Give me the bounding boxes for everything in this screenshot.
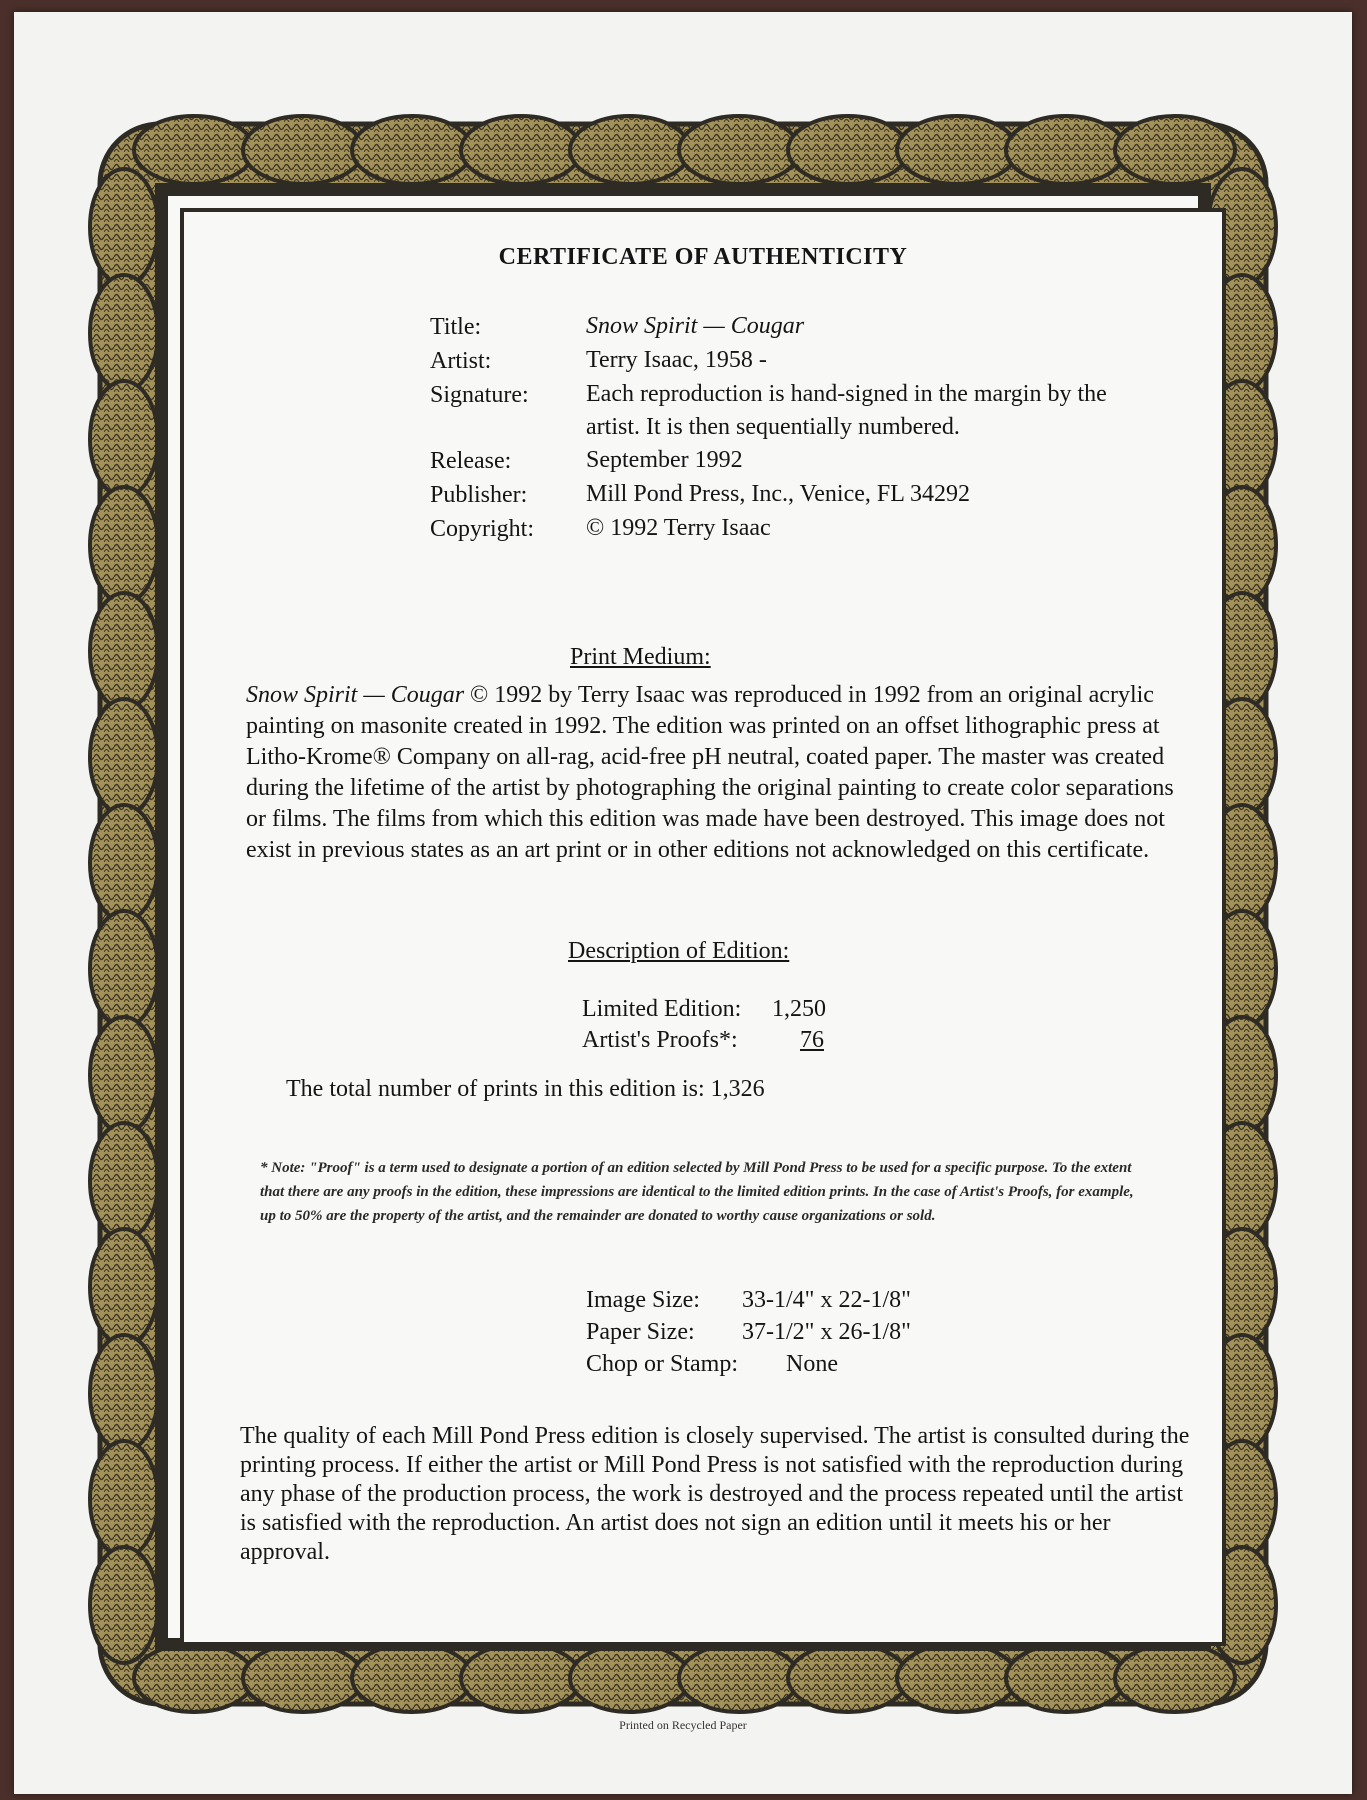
border-scallop xyxy=(90,169,158,285)
border-scallop xyxy=(1115,1644,1235,1712)
border-scallop xyxy=(90,1335,158,1451)
border-scallop xyxy=(90,593,158,709)
border-scallop xyxy=(90,911,158,1027)
border-scallop xyxy=(90,1017,158,1133)
info-row-title xyxy=(430,310,1150,344)
artwork-info xyxy=(430,310,1150,546)
artist-proofs-row xyxy=(582,1025,826,1056)
border-scallop xyxy=(90,1441,158,1557)
border-scallop xyxy=(679,116,799,184)
border-scallop xyxy=(352,116,472,184)
artwork-title: Snow Spirit — Cougar xyxy=(586,313,805,339)
border-scallop xyxy=(1006,116,1126,184)
signature-info: Each reproduction is hand-signed in the margin by the artist. It is then sequentially numbered. xyxy=(586,381,1107,440)
edition-details xyxy=(582,994,826,1056)
artist-proofs-value: 76 xyxy=(800,1027,824,1053)
limited-edition-label: Limited Edition: xyxy=(582,996,742,1022)
limited-edition-row xyxy=(582,994,826,1025)
border-scallop xyxy=(461,1644,581,1712)
border-scallop xyxy=(788,1644,908,1712)
border-scallop xyxy=(90,1229,158,1345)
border-scallop xyxy=(90,805,158,921)
border-scallop xyxy=(90,699,158,815)
certificate-title: CERTIFICATE OF AUTHENTICITY xyxy=(498,244,908,270)
publisher-name: Mill Pond Press, Inc., Venice, FL 34292 xyxy=(586,481,970,507)
limited-edition-value: 1,250 xyxy=(772,996,826,1022)
paper-size-row xyxy=(586,1316,911,1348)
field-label: Artist: xyxy=(430,348,492,374)
image-size-row xyxy=(586,1284,911,1316)
border-scallop xyxy=(897,116,1017,184)
border-scallop xyxy=(90,487,158,603)
border-scallop xyxy=(788,116,908,184)
border-scallop xyxy=(90,1547,158,1663)
border-scallop xyxy=(897,1644,1017,1712)
border-scallop xyxy=(461,116,581,184)
info-row-copyright xyxy=(430,512,1150,546)
image-size-value: 33-1/4" x 22-1/8" xyxy=(742,1287,911,1313)
field-label: Release: xyxy=(430,448,512,474)
artist-proofs-label: Artist's Proofs*: xyxy=(582,1027,738,1053)
border-scallop xyxy=(134,116,254,184)
border-scallop xyxy=(134,1644,254,1712)
chop-label: Chop or Stamp: xyxy=(586,1351,739,1377)
border-scallop xyxy=(570,1644,690,1712)
info-row-signature xyxy=(430,378,1150,444)
image-size-label: Image Size: xyxy=(586,1287,700,1313)
release-date: September 1992 xyxy=(586,447,743,473)
print-medium-heading: Print Medium: xyxy=(570,644,711,670)
certificate-sheet xyxy=(14,12,1352,1794)
size-details xyxy=(586,1284,911,1380)
field-label: Title: xyxy=(430,314,482,340)
border-scallop xyxy=(1115,116,1235,184)
border-scallop xyxy=(243,1644,363,1712)
chop-row xyxy=(586,1348,911,1380)
copyright-info: © 1992 Terry Isaac xyxy=(586,515,771,541)
info-row-release xyxy=(430,444,1150,478)
info-row-artist xyxy=(430,344,1150,378)
border-scallop xyxy=(90,381,158,497)
field-label: Signature: xyxy=(430,382,529,408)
border-scallop xyxy=(90,275,158,391)
info-row-publisher xyxy=(430,478,1150,512)
certificate-body xyxy=(180,208,1226,1646)
border-scallop xyxy=(90,1123,158,1239)
print-medium-text: © 1992 by Terry Isaac was reproduced in 1992 from an original acrylic painting on masonite created in 1992. The edition was printed on an offset lithographic press at Litho-Krome® Company on all-rag, acid-free pH neutral, coated paper. The master was created during the lifetime of the artist by photographing the original painting to create color separations or films. The films from which this edition was made have been destroyed. This image does not exist in previous states as an art print or in other editions not acknowledged on this certificate. xyxy=(246,682,1174,863)
border-scallop xyxy=(352,1644,472,1712)
field-label: Publisher: xyxy=(430,482,528,508)
border-scallop xyxy=(570,116,690,184)
border-scallop xyxy=(679,1644,799,1712)
print-medium-title: Snow Spirit — Cougar xyxy=(246,682,465,708)
border-scallop xyxy=(1006,1644,1126,1712)
proof-note: * Note: "Proof" is a term used to designate a portion of an edition selected by Mill Pond Press to be used for a specific purpose. To the extent that there are any proofs in the edition, these impressions are identical to the limited edition prints. In the case of Artist's Proofs, for example, up to 50% are the property of the artist, and the remainder are donated to worthy cause organizations or sold. xyxy=(260,1160,1134,1224)
footer-note: Printed on Recycled Paper xyxy=(619,1718,747,1732)
chop-value: None xyxy=(786,1351,838,1377)
edition-heading: Description of Edition: xyxy=(568,938,790,964)
quality-statement: The quality of each Mill Pond Press edition is closely supervised. The artist is consulted during the printing process. If either the artist or Mill Pond Press is not satisfied with the reproduction during any phase of the production process, the work is destroyed and the process repeated until the artist is satisfied with the reproduction. An artist does not sign an edition until it meets his or her approval. xyxy=(240,1423,1190,1565)
artist-name: Terry Isaac, 1958 - xyxy=(586,347,767,373)
paper-size-value: 37-1/2" x 26-1/8" xyxy=(742,1319,911,1345)
total-prints: The total number of prints in this edition is: 1,326 xyxy=(286,1076,765,1102)
print-medium-paragraph xyxy=(246,680,1191,866)
border-scallop xyxy=(243,116,363,184)
paper-size-label: Paper Size: xyxy=(586,1319,695,1345)
field-label: Copyright: xyxy=(430,516,535,542)
